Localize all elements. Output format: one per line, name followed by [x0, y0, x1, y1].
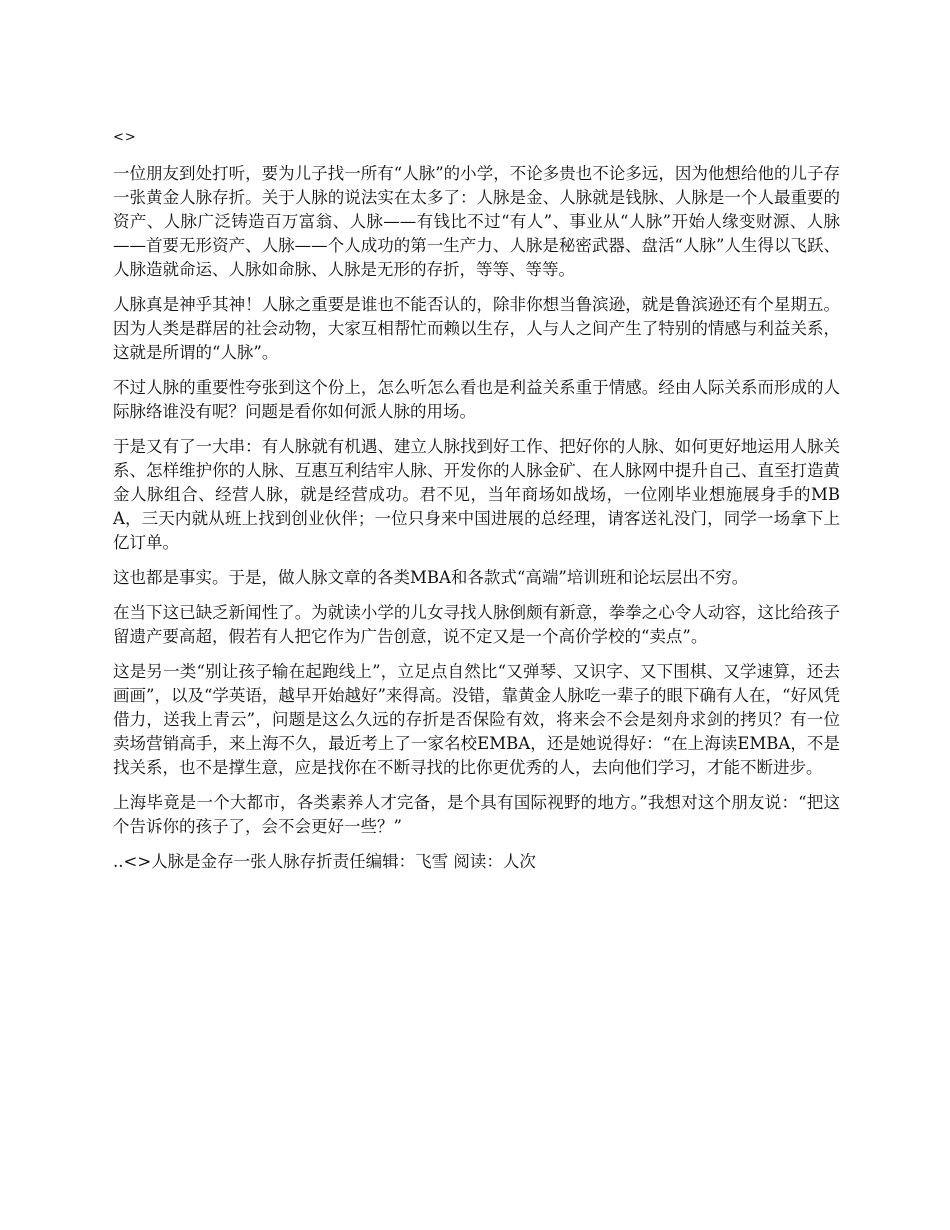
paragraph-6: 在当下这已缺乏新闻性了。为就读小学的儿女寻找人脉倒颇有新意，拳拳之心令人动容，这比给孩子留遗产要高超，假若有人把它作为广告创意，说不定又是一个高价学校的“卖点”。 [113, 603, 840, 646]
paragraph-2: 人脉真是神乎其神！人脉之重要是谁也不能否认的，除非你想当鲁滨逊，就是鲁滨逊还有个星期五。因为人类是群居的社会动物，大家互相帮忙而赖以生存，人与人之间产生了特别的情感与利益关系，这就是所谓的“人脉”。 [113, 295, 840, 362]
paragraph-8: 上海毕竟是一个大都市，各类素养人才完备，是个具有国际视野的地方。”我想对这个朋友说：“把这个告诉你的孩子了，会不会更好一些？” [113, 793, 840, 836]
paragraph-5: 这也都是事实。于是，做人脉文章的各类MBA和各款式“高端”培训班和论坛层出不穷。 [113, 568, 749, 587]
paragraph-7: 这是另一类“别让孩子输在起跑线上”，立足点自然比“又弹琴、又识字、又下围棋、又学速算，还去画画”，以及“学英语，越早开始越好”来得高。没错，靠黄金人脉吃一辈子的眼下确有人在，“好风凭借力，送我上青云”，问题是这么久远的存折是否保险有效，将来会不会是刻舟求剑的拷贝？有一位卖场营销高手，来上海不久，最近考上了一家名校EMBA，还是她说得好：“在上海读EMBA，不是找关系，也不是撑生意，应是找你在不断寻找的比你更优秀的人，去向他们学习，才能不断进步。 [113, 662, 840, 777]
document-page [113, 126, 840, 874]
footer-line: ..<>人脉是金存一张人脉存折责任编辑：飞雪 阅读：人次 [113, 852, 536, 871]
paragraph-3: 不过人脉的重要性夸张到这个份上，怎么听怎么看也是利益关系重于情感。经由人际关系而形成的人际脉络谁没有呢？问题是看你如何派人脉的用场。 [113, 378, 840, 421]
top-marker: <> [113, 130, 137, 145]
paragraph-1: 一位朋友到处打听，要为儿子找一所有“人脉”的小学，不论多贵也不论多远，因为他想给他的儿子存一张黄金人脉存折。关于人脉的说法实在太多了：人脉是金、人脉就是钱脉、人脉是一个人最重要的资产、人脉广泛铸造百万富翁、人脉——有钱比不过“有人”、事业从“人脉”开始人缘变财源、人脉——首要无形资产、人脉——个人成功的第一生产力、人脉是秘密武器、盘活“人脉”人生得以飞跃、人脉造就命运、人脉如命脉、人脉是无形的存折，等等、等等。 [113, 164, 840, 279]
paragraph-4: 于是又有了一大串：有人脉就有机遇、建立人脉找到好工作、把好你的人脉、如何更好地运用人脉关系、怎样维护你的人脉、互惠互利结牢人脉、开发你的人脉金矿、在人脉网中提升自己、直至打造黄金人脉组合、经营人脉，就是经营成功。君不见，当年商场如战场，一位刚毕业想施展身手的MBA，三天内就从班上找到创业伙伴；一位只身来中国进展的总经理，请客送礼没门，同学一场拿下上亿订单。 [113, 437, 840, 552]
